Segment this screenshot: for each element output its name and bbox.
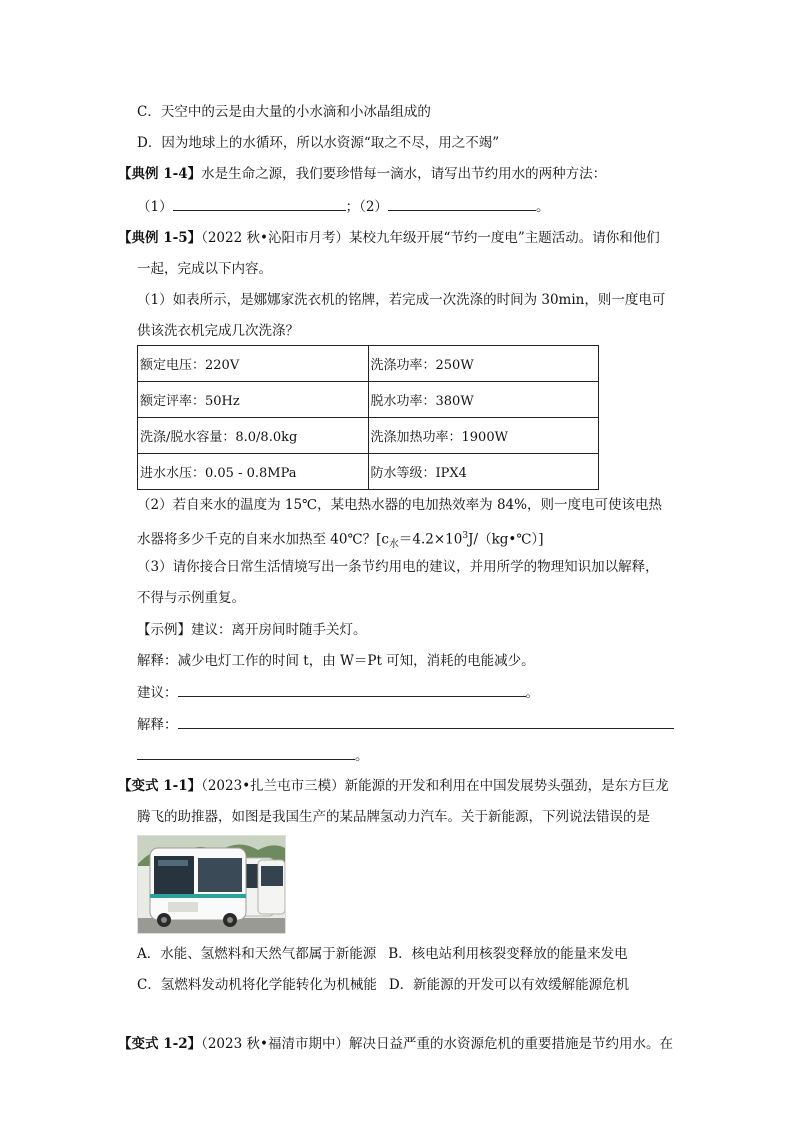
example-1-4-tag: 【典例 1-4】 [118,166,202,182]
option-c-d-line [137,975,629,995]
question-1-line-1: （1）如表所示，是娜娜家洗衣机的铭牌，若完成一次洗涤的时间为 30min，则一度电可 [137,292,666,308]
example-suggestion: 【示例】建议：离开房间时随手关灯。 [137,622,367,638]
q2-subscript: 水 [388,539,399,551]
variant-1-1 [118,776,669,796]
explanation-blank-1[interactable] [178,714,674,729]
explanation-answer [137,714,674,735]
table-cell: 额定电压：220V [138,346,369,382]
option-a: A．水能、氢燃料和天然气都属于新能源 [137,946,377,962]
q2-text-end: J/（kg•℃）] [468,531,544,548]
variant-1-1-text: （2023•扎兰屯市三模）新能源的开发和利用在中国发展势头强劲，是东方巨龙 [201,778,669,794]
table-cell: 洗涤加热功率：1900W [368,418,599,454]
option-c: C．氢燃料发动机将化学能转化为机械能 [137,977,377,993]
option-b: B．核电站利用核裂变释放的能量来发电 [388,946,628,962]
hydrogen-bus-image [137,835,286,934]
answer-separator: ；（2） [345,199,388,215]
table-cell: 脱水功率：380W [368,382,599,418]
table-cell: 洗涤/脱水容量：8.0/8.0kg [138,418,369,454]
question-2-line-2 [137,526,543,555]
table-cell: 洗涤功率：250W [368,346,599,382]
explanation-blank-2[interactable] [137,745,355,760]
table-row [138,382,599,418]
washer-spec-table [137,345,599,490]
answer-1-blank[interactable] [173,196,346,211]
suggestion-label: 建议： [137,685,178,701]
table-cell: 额定评率：50Hz [138,382,369,418]
option-c-line: C．天空中的云是由大量的小水滴和小冰晶组成的 [137,104,431,120]
table-row [138,418,599,454]
option-a-b-line [137,944,628,964]
variant-1-2 [118,1034,673,1054]
variant-1-2-tag: 【变式 1-2】 [118,1036,202,1052]
variant-1-1-tag: 【变式 1-1】 [118,778,202,794]
question-3-line-2: 不得与示例重复。 [137,590,245,606]
variant-1-1-text-2: 腾飞的助推器，如图是我国生产的某品牌氢动力汽车。关于新能源，下列说法错误的是 [137,809,650,825]
suggestion-end: 。 [525,685,539,701]
example-explanation: 解释：减少电灯工作的时间 t，由 W＝Pt 可知，消耗的电能减少。 [137,653,535,669]
answer-end: 。 [535,199,550,215]
option-d: D．新能源的开发可以有效缓解能源危机 [388,977,630,993]
example-1-4-text: 水是生命之源，我们要珍惜每一滴水，请写出节约用水的两种方法： [201,166,607,182]
explanation-label: 解释： [137,717,178,733]
example-1-5-tag: 【典例 1-5】 [118,230,202,246]
q2-superscript: 3 [462,531,469,541]
table-cell: 防水等级：IPX4 [368,454,599,490]
example-1-5-text: （2022 秋•沁阳市月考）某校九年级开展“节约一度电”主题活动。请你和他们 [201,230,660,246]
answer-1-label: （1） [137,199,173,215]
option-d-line: D．因为地球上的水循环，所以水资源“取之不尽，用之不竭” [137,135,500,151]
suggestion-answer [137,682,539,703]
q2-text-pre: 水器将多少千克的自来水加热至 40℃？[c [137,531,389,548]
explanation-end: 。 [355,748,369,764]
table-row [138,454,599,490]
answer-2-blank[interactable] [388,196,536,211]
suggestion-blank[interactable] [178,682,526,697]
question-2-line-1: （2）若自来水的温度为 15℃，某电热水器的电加热效率为 84%，则一度电可使该电热 [137,497,662,513]
variant-1-2-text: （2023 秋•福清市期中）解决日益严重的水资源危机的重要措施是节约用水。在 [201,1036,673,1052]
question-3-line-1: （3）请你接合日常生活情境写出一条节约用电的建议，并用所学的物理知识加以解释， [137,559,659,575]
question-1-line-2: 供该洗衣机完成几次洗涤？ [137,323,299,339]
explanation-answer-2 [137,745,369,766]
table-row [138,346,599,382]
example-1-4 [118,164,606,184]
q2-text-mid: ＝4.2×10 [398,531,463,548]
example-1-5 [118,228,660,248]
table-cell: 进水水压：0.05 - 0.8MPa [138,454,369,490]
bus-illustration [138,836,285,933]
example-1-5-text-2: 一起，完成以下内容。 [137,261,272,277]
example-1-4-answers [137,196,549,217]
